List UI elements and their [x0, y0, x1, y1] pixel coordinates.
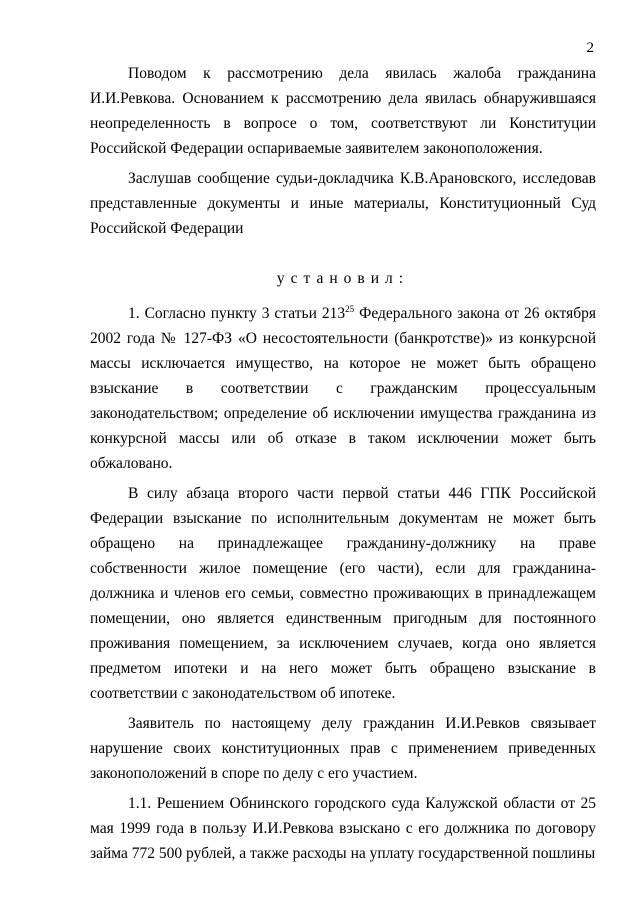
section-heading: установил: — [276, 270, 410, 287]
paragraph-point-1 — [90, 301, 596, 476]
article-superscript: 25 — [345, 304, 355, 314]
paragraph-occasion: Поводом к рассмотрению дела явилась жалоба гражданина И.И.Ревкова. Основанием к рассмотрению дела явилась обнаружившаяся неопределенность в вопросе о том, соответствуют ли Конституции Российской Федерации оспариваемые заявителем законоположения. — [90, 65, 596, 157]
paragraph-hearing: Заслушав сообщение судьи-докладчика К.В.Арановского, исследовав представленные документы и иные материалы, Конституционный Суд Российской Федерации — [90, 170, 596, 237]
paragraph-gpk-446: В силу абзаца второго части первой статьи 446 ГПК Российской Федерации взыскание по исполнительным документам не может быть обращено на принадлежащее гражданину-должнику на праве собственности жилое помещение (его части), если для гражданина-должника и членов его семьи, совместно проживающих в принадлежащем помещении, оно является единственным пригодным для постоянного проживания помещением, за исключением случаев, когда оно является предметом ипотеки и на него может быть обращено взыскание в соответствии с законодательством об ипотеке. — [90, 485, 596, 702]
paragraph-applicant: Заявитель по настоящему делу гражданин И.И.Ревков связывает нарушение своих конституционных прав с применением приведенных законоположений в споре по делу с его участием. — [90, 715, 596, 782]
document-body — [90, 61, 596, 871]
page-number: 2 — [586, 40, 594, 56]
point-1-text-start: 1. Согласно пункту 3 статьи 213 — [128, 305, 346, 322]
paragraph-point-1-1: 1.1. Решением Обнинского городского суда Калужской области от 25 мая 1999 года в пользу И.И.Ревкова взыскано с его должника по договору займа 772 500 рублей, а также расходы на уплату государственной пошлины — [90, 795, 596, 862]
point-1-text-end: Федерального закона от 26 октября 2002 года № 127-ФЗ «О несостоятельности (банкротстве)» из конкурсной массы исключается имущество, на которое не может быть обращено взыскание в соответствии с гражданским процессуальным законодательством; определение об исключении имущества гражданина из конкурсной массы или об отказе в таком исключении может быть обжаловано. — [90, 305, 596, 472]
